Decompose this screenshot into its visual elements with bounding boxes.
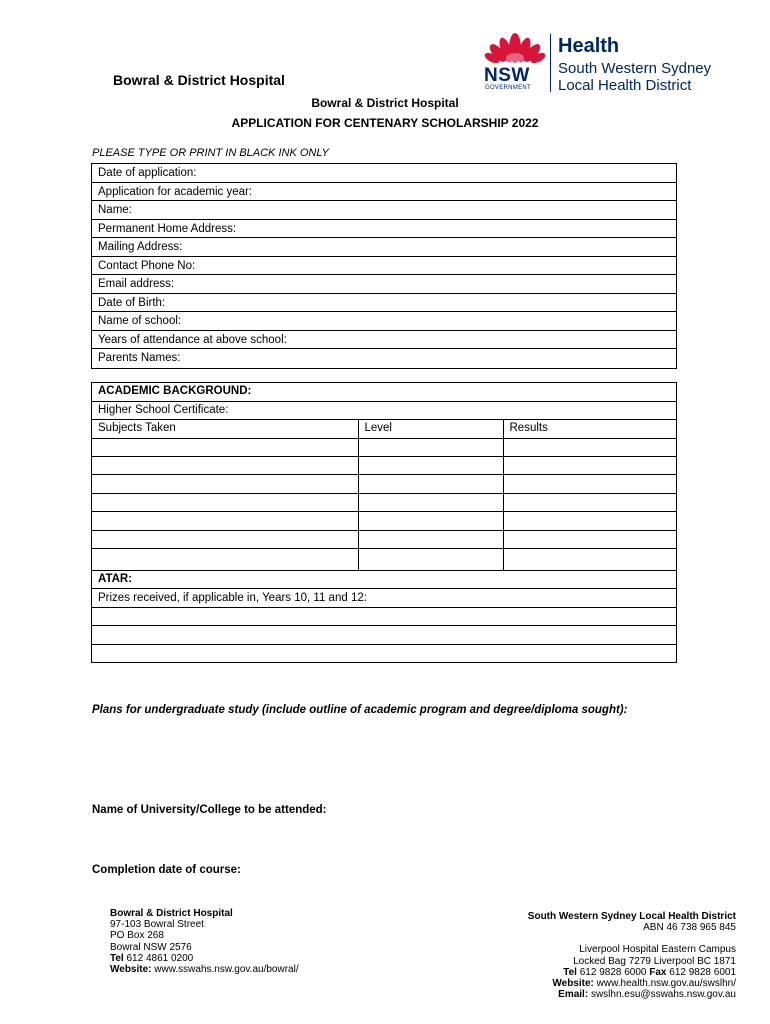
footer-email bbox=[528, 989, 736, 1000]
subject-row bbox=[92, 530, 676, 548]
field-email[interactable]: Email address: bbox=[92, 275, 676, 294]
logo-nsw-text: NSW bbox=[484, 65, 530, 86]
subject-row bbox=[92, 493, 676, 511]
logo-health-text: Health bbox=[558, 35, 620, 57]
plans-label: Plans for undergraduate study (include outline of academic program and degree/diploma sought): bbox=[92, 704, 628, 716]
footer-hospital-contact bbox=[110, 908, 299, 975]
level-cell[interactable] bbox=[358, 493, 503, 511]
level-cell[interactable] bbox=[358, 438, 503, 456]
footer-district-contact bbox=[528, 911, 736, 1000]
prizes-line[interactable] bbox=[92, 626, 676, 644]
academic-background-table bbox=[91, 382, 677, 663]
subject-cell[interactable] bbox=[92, 457, 358, 475]
subject-cell[interactable] bbox=[92, 549, 358, 571]
level-cell[interactable] bbox=[358, 475, 503, 493]
hsc-label: Higher School Certificate: bbox=[92, 401, 676, 419]
university-label: Name of University/College to be attended: bbox=[92, 804, 327, 816]
footer-pobox: PO Box 268 bbox=[110, 930, 164, 942]
atar-field[interactable]: ATAR: bbox=[92, 571, 676, 589]
footer-email-link[interactable]: swslhn.esu@sswahs.nsw.gov.au bbox=[590, 989, 736, 1001]
footer-hospital-name: Bowral & District Hospital bbox=[110, 908, 233, 919]
field-date-of-birth[interactable]: Date of Birth: bbox=[92, 294, 676, 313]
footer-tel-label: Tel bbox=[563, 966, 577, 978]
column-header-level: Level bbox=[358, 420, 503, 438]
footer-locked-bag: Locked Bag 7279 Liverpool BC 1871 bbox=[573, 955, 736, 967]
footer-website-link[interactable]: www.health.nsw.gov.au/swslhn/ bbox=[596, 978, 736, 990]
field-name[interactable]: Name: bbox=[92, 201, 676, 220]
field-date-of-application[interactable]: Date of application: bbox=[92, 164, 676, 183]
subject-cell[interactable] bbox=[92, 438, 358, 456]
footer-tel-number: 612 4861 0200 bbox=[126, 952, 194, 964]
subject-row bbox=[92, 438, 676, 456]
footer-tel-fax bbox=[528, 967, 736, 978]
subject-cell[interactable] bbox=[92, 512, 358, 530]
footer-spacer bbox=[528, 933, 736, 944]
footer-email-label: Email: bbox=[558, 989, 589, 1001]
personal-details-box bbox=[91, 163, 677, 369]
footer-suburb: Bowral NSW 2576 bbox=[110, 941, 192, 953]
document-title: Bowral & District Hospital bbox=[311, 96, 459, 110]
results-cell[interactable] bbox=[503, 475, 676, 493]
completion-date-label: Completion date of course: bbox=[92, 864, 241, 876]
field-academic-year[interactable]: Application for academic year: bbox=[92, 183, 676, 202]
footer-tel bbox=[110, 953, 299, 964]
column-header-results: Results bbox=[503, 420, 676, 438]
footer-tel-label: Tel bbox=[110, 952, 124, 964]
prizes-line[interactable] bbox=[92, 607, 676, 625]
logo-district-line2: Local Health District bbox=[558, 77, 692, 94]
instructions-text: PLEASE TYPE OR PRINT IN BLACK INK ONLY bbox=[92, 147, 329, 159]
results-cell[interactable] bbox=[503, 457, 676, 475]
field-parents-names[interactable]: Parents Names: bbox=[98, 352, 181, 364]
logo-government-text: GOVERNMENT bbox=[485, 85, 532, 91]
header-hospital-name: Bowral & District Hospital bbox=[113, 72, 285, 88]
field-permanent-address[interactable]: Permanent Home Address: bbox=[92, 220, 676, 239]
footer-fax-number: 612 9828 6001 bbox=[669, 966, 736, 978]
field-contact-phone[interactable]: Contact Phone No: bbox=[92, 257, 676, 276]
footer-district-name: South Western Sydney Local Health District bbox=[527, 911, 736, 922]
results-cell[interactable] bbox=[503, 549, 676, 571]
academic-heading: ACADEMIC BACKGROUND: bbox=[92, 383, 676, 401]
subject-row bbox=[92, 475, 676, 493]
field-years-attendance[interactable]: Years of attendance at above school: bbox=[92, 331, 676, 350]
subject-row bbox=[92, 457, 676, 475]
footer-street: 97-103 Bowral Street bbox=[110, 919, 204, 931]
subject-row bbox=[92, 549, 676, 571]
level-cell[interactable] bbox=[358, 530, 503, 548]
subject-cell[interactable] bbox=[92, 475, 358, 493]
field-mailing-address[interactable]: Mailing Address: bbox=[92, 238, 676, 257]
logo-district-line1: South Western Sydney bbox=[558, 60, 712, 77]
waratah-flower-icon bbox=[484, 32, 546, 66]
footer-website-label: Website: bbox=[110, 964, 152, 976]
footer-abn: ABN 46 738 965 845 bbox=[643, 922, 736, 934]
footer-tel-number: 612 9828 6000 bbox=[579, 966, 647, 978]
footer-website-link[interactable]: www.sswahs.nsw.gov.au/bowral/ bbox=[154, 964, 299, 976]
footer-campus: Liverpool Hospital Eastern Campus bbox=[579, 944, 736, 956]
results-cell[interactable] bbox=[503, 493, 676, 511]
prizes-line[interactable] bbox=[92, 644, 676, 662]
field-school-name[interactable]: Name of school: bbox=[92, 312, 676, 331]
footer-fax-label: Fax bbox=[649, 966, 667, 978]
subject-row bbox=[92, 512, 676, 530]
level-cell[interactable] bbox=[358, 457, 503, 475]
document-subtitle: APPLICATION FOR CENTENARY SCHOLARSHIP 2022 bbox=[231, 116, 539, 130]
prizes-label: Prizes received, if applicable in, Years 10, 11 and 12: bbox=[92, 589, 676, 607]
footer-website-label: Website: bbox=[552, 978, 594, 990]
footer-website bbox=[528, 978, 736, 989]
level-cell[interactable] bbox=[358, 512, 503, 530]
subject-cell[interactable] bbox=[92, 493, 358, 511]
logo-divider bbox=[550, 34, 551, 92]
column-header-subjects: Subjects Taken bbox=[92, 420, 358, 438]
results-cell[interactable] bbox=[503, 512, 676, 530]
results-cell[interactable] bbox=[503, 530, 676, 548]
footer-website bbox=[110, 964, 299, 975]
results-cell[interactable] bbox=[503, 438, 676, 456]
level-cell[interactable] bbox=[358, 549, 503, 571]
subject-cell[interactable] bbox=[92, 530, 358, 548]
nsw-health-logo bbox=[482, 32, 742, 96]
